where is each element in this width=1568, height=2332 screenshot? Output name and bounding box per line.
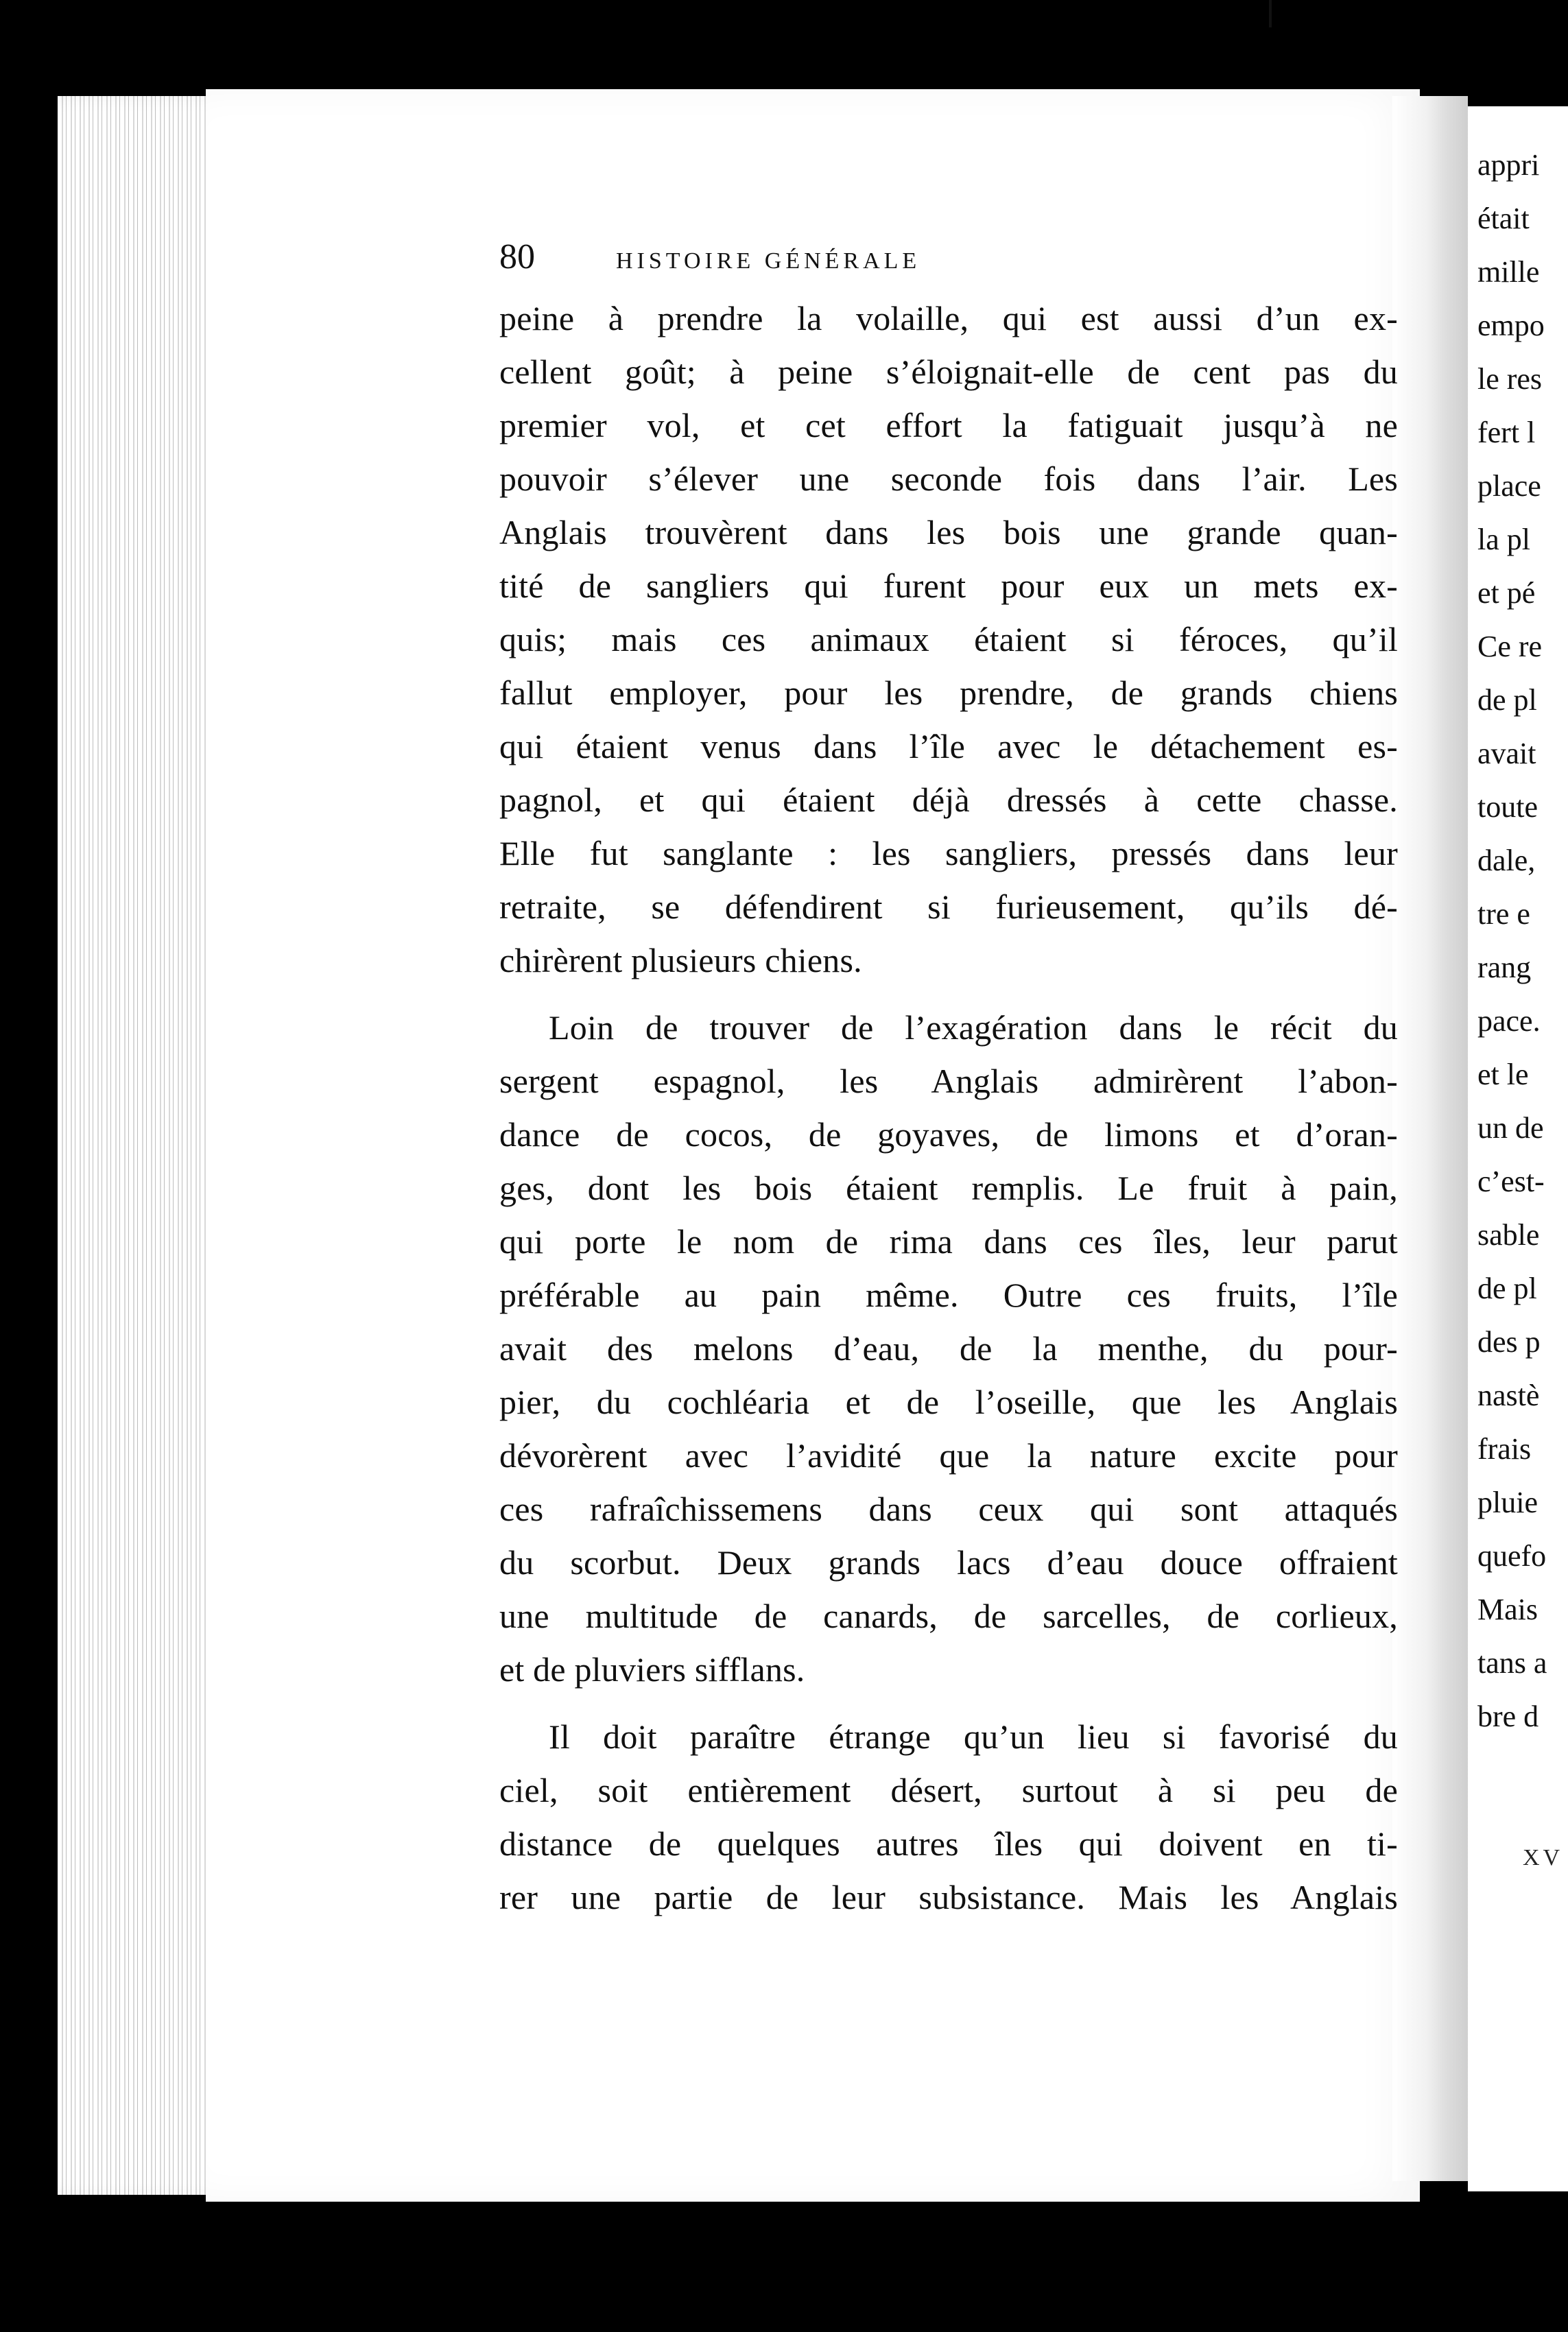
text-line: pagnol, et qui étaient déjà dressés à cette chasse.	[499, 781, 1398, 819]
facing-page-line: et le	[1477, 1058, 1529, 1091]
facing-page-line: mille	[1477, 255, 1540, 289]
facing-page-line: place	[1477, 469, 1541, 503]
text-line: distance de quelques autres îles qui doivent en ti-	[499, 1824, 1398, 1863]
text-line: et de pluviers sifflans.	[499, 1650, 805, 1689]
text-line: rer une partie de leur subsistance. Mais les Anglais	[499, 1878, 1398, 1916]
text-line: retraite, se défendirent si furieusement, qu’ils dé-	[499, 888, 1398, 926]
facing-page-line: pace.	[1477, 1004, 1541, 1038]
paragraph-gap	[499, 1696, 1398, 1710]
facing-page-line: des p	[1477, 1325, 1541, 1359]
facing-page-line: fert l	[1477, 416, 1536, 449]
facing-page-line: toute	[1477, 790, 1538, 824]
text-line: quis; mais ces animaux étaient si féroces, qu’il	[499, 620, 1398, 658]
page-header	[499, 237, 1398, 278]
text-line: une multitude de canards, de sarcelles, de corlieux,	[499, 1597, 1398, 1635]
text-line: premier vol, et cet effort la fatiguait jusqu’à ne	[499, 406, 1398, 444]
facing-page-line: appri	[1477, 148, 1540, 182]
text-line: avait des melons d’eau, de la menthe, du pour-	[499, 1329, 1398, 1368]
facing-page-line: pluie	[1477, 1486, 1538, 1519]
text-line: qui porte le nom de rima dans ces îles, leur parut	[499, 1222, 1398, 1261]
text-line: peine à prendre la volaille, qui est aussi d’un ex-	[499, 299, 1398, 337]
text-line: pier, du cochléaria et de l’oseille, que les Anglais	[499, 1383, 1398, 1421]
text-line: sergent espagnol, les Anglais admirèrent l’abon-	[499, 1062, 1398, 1100]
facing-page-line: c’est-	[1477, 1165, 1545, 1198]
text-line: du scorbut. Deux grands lacs d’eau douce offraient	[499, 1543, 1398, 1582]
facing-page-line: tre e	[1477, 897, 1530, 931]
text-line: ces rafraîchissemens dans ceux qui sont attaqués	[499, 1490, 1398, 1528]
facing-page-line: le res	[1477, 362, 1543, 396]
facing-page-line: frais	[1477, 1432, 1532, 1466]
facing-page-line: sable	[1477, 1218, 1540, 1252]
text-line: cellent goût; à peine s’éloignait-elle de cent pas du	[499, 353, 1398, 391]
facing-page-line: Mais	[1477, 1593, 1538, 1626]
text-line: Loin de trouver de l’exagération dans le récit du	[549, 1008, 1398, 1047]
text-line: chirèrent plusieurs chiens.	[499, 941, 862, 979]
text-line: ges, dont les bois étaient remplis. Le fruit à pain,	[499, 1169, 1398, 1207]
text-line: Anglais trouvèrent dans les bois une grande quan-	[499, 513, 1398, 551]
text-line: fallut employer, pour les prendre, de grands chiens	[499, 674, 1398, 712]
facing-page-line: un de	[1477, 1111, 1544, 1145]
text-line: Elle fut sanglante : les sangliers, pressés dans leur	[499, 834, 1398, 872]
text-line: Il doit paraître étrange qu’un lieu si favorisé du	[549, 1717, 1398, 1756]
main-text-block	[499, 292, 1398, 1924]
facing-page-line: bre d	[1477, 1700, 1539, 1733]
facing-page-line: rang	[1477, 951, 1532, 984]
facing-page-line: la pl	[1477, 523, 1530, 556]
facing-page-line: tans a	[1477, 1646, 1547, 1680]
facing-page-line: Ce re	[1477, 630, 1543, 663]
facing-page-line: de pl	[1477, 683, 1537, 717]
facing-page-line: était	[1477, 202, 1530, 235]
scan-artifact-mark	[1269, 0, 1272, 27]
facing-page-line: nastè	[1477, 1379, 1540, 1412]
facing-page-line: et pé	[1477, 576, 1536, 610]
facing-page	[1468, 106, 1568, 2191]
running-title: HISTOIRE GÉNÉRALE	[616, 248, 921, 274]
text-line: dance de cocos, de goyaves, de limons et d’oran-	[499, 1115, 1398, 1154]
text-line: pouvoir s’élever une seconde fois dans l’air. Les	[499, 460, 1398, 498]
text-line: dévorèrent avec l’avidité que la nature excite pour	[499, 1436, 1398, 1475]
facing-page-line: dale,	[1477, 844, 1536, 877]
facing-page-line: quefo	[1477, 1539, 1547, 1573]
text-line: ciel, soit entièrement désert, surtout à si peu de	[499, 1771, 1398, 1809]
facing-page-line: de pl	[1477, 1272, 1537, 1305]
facing-page-signature: XV	[1523, 1845, 1564, 1870]
facing-page-line: empo	[1477, 309, 1545, 342]
book-gutter	[1392, 96, 1468, 2181]
text-line: préférable au pain même. Outre ces fruits, l’île	[499, 1276, 1398, 1314]
page-number: 80	[499, 237, 535, 276]
text-line: tité de sangliers qui furent pour eux un mets ex-	[499, 567, 1398, 605]
text-line: qui étaient venus dans l’île avec le détachement es-	[499, 727, 1398, 765]
facing-page-line: avait	[1477, 737, 1536, 770]
paragraph-gap	[499, 987, 1398, 1001]
